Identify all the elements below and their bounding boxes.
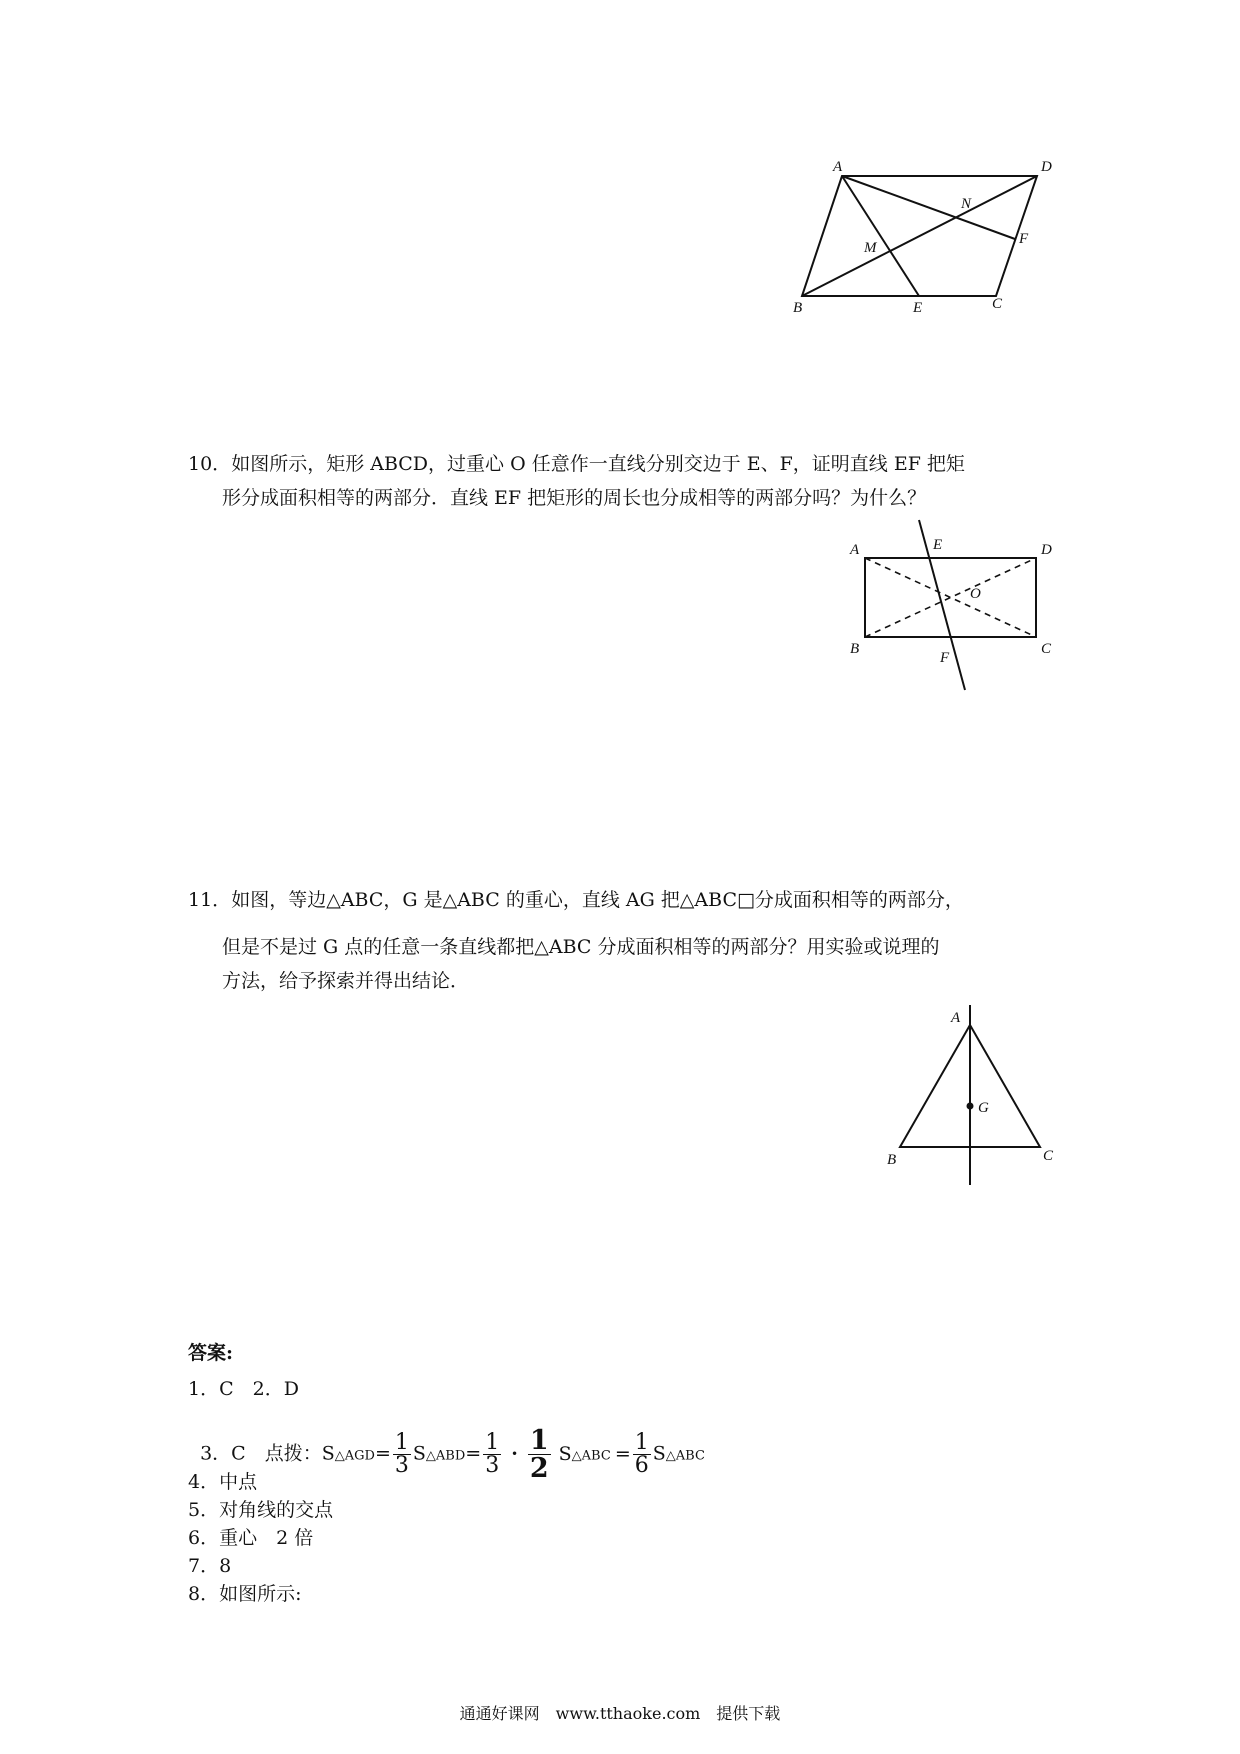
parallelogram-diagram: [785, 155, 1065, 315]
label-d: D: [1041, 159, 1052, 175]
fraction-numerator: 1: [634, 1430, 649, 1455]
answer-6: 6．重心 2 倍: [188, 1527, 314, 1549]
page-footer: 通通好课网 www.tthaoke.com 提供下载: [459, 1704, 781, 1723]
area-symbol: S: [652, 1442, 666, 1465]
fraction-denominator: 2: [529, 1453, 549, 1484]
parallelogram-figure: [785, 155, 1065, 315]
fraction-numerator: 1: [529, 1425, 549, 1456]
area-subscript-abd: △ABD: [425, 1448, 466, 1464]
diagonal-bd: [865, 558, 1036, 637]
label-a: A: [951, 1010, 961, 1026]
question-11-line-3: 方法，给予探索并得出结论．: [222, 970, 470, 992]
segment-ae: [842, 176, 919, 296]
label-d: D: [1041, 542, 1052, 558]
label-c: C: [992, 296, 1003, 312]
area-symbol: S: [412, 1442, 426, 1465]
label-m: M: [864, 240, 877, 256]
question-10-number: 10．: [188, 453, 232, 475]
fraction-one-third: [483, 1432, 501, 1477]
label-f: F: [1019, 231, 1029, 247]
rectangle-abcd: [865, 558, 1036, 637]
label-c: C: [1041, 641, 1052, 657]
label-b: B: [887, 1152, 897, 1168]
multiply-dot: ·: [511, 1442, 518, 1465]
answer-3: [188, 1405, 705, 1482]
fraction-denominator: 6: [634, 1453, 649, 1478]
fraction-numerator: 1: [485, 1430, 500, 1455]
centroid-point: [967, 1103, 974, 1110]
triangle-figure: [880, 1005, 1060, 1205]
fraction-denominator: 3: [394, 1453, 409, 1478]
fraction-one-sixth: [633, 1432, 651, 1477]
area-subscript-agd: △AGD: [334, 1448, 375, 1464]
answer-3-prefix: 3．C 点拨：: [200, 1442, 322, 1465]
rectangle-diagram: [835, 520, 1065, 695]
equals-sign: =: [374, 1442, 391, 1465]
question-11-line-2: 但是不是过 G 点的任意一条直线都把△ABC 分成面积相等的两部分？用实验或说理的: [222, 936, 940, 958]
segment-af: [842, 176, 1015, 239]
label-c: C: [1043, 1148, 1054, 1164]
question-10: [188, 447, 1068, 515]
label-g: G: [978, 1100, 989, 1116]
fraction-one-half: [528, 1427, 551, 1482]
question-10-line-1: 如图所示，矩形 ABCD，过重心 O 任意作一直线分别交边于 E、F，证明直线 EF 把矩: [231, 453, 965, 475]
question-11-line-1: 如图，等边△ABC，G 是△ABC 的重心，直线 AG 把△ABC□分成面积相等的两部分，: [231, 889, 964, 911]
equals-sign: =: [465, 1442, 482, 1465]
answer-7: 7．8: [188, 1555, 232, 1577]
area-subscript-abc: △ABC: [665, 1448, 705, 1464]
label-b: B: [850, 641, 860, 657]
answer-8: 8．如图所示:: [188, 1583, 302, 1605]
answer-4: 4．中点: [188, 1471, 258, 1493]
label-o: O: [970, 586, 981, 602]
label-f: F: [940, 650, 950, 666]
label-a: A: [833, 159, 843, 175]
area-subscript-abc: △ABC: [571, 1448, 611, 1464]
area-symbol: S: [558, 1442, 572, 1465]
triangle-diagram: [880, 1005, 1060, 1205]
fraction-numerator: 1: [394, 1430, 409, 1455]
label-a: A: [850, 542, 860, 558]
label-e: E: [933, 537, 943, 553]
diagonal-ac: [865, 558, 1036, 637]
label-b: B: [793, 300, 803, 316]
label-e: E: [913, 300, 923, 316]
question-11-number: 11．: [188, 889, 232, 911]
area-symbol: S: [321, 1442, 335, 1465]
answer-1-2: 1．C 2．D: [188, 1378, 299, 1400]
label-n: N: [961, 196, 972, 212]
rectangle-figure: [835, 520, 1065, 695]
question-10-line-2: 形分成面积相等的两部分．直线 EF 把矩形的周长也分成相等的两部分吗？为什么？: [222, 487, 927, 509]
answers-title: 答案:: [188, 1342, 234, 1364]
equals-sign: =: [614, 1442, 631, 1465]
fraction-denominator: 3: [485, 1453, 500, 1478]
question-11: [188, 883, 1068, 998]
fraction-one-third: [393, 1432, 411, 1477]
answer-5: 5．对角线的交点: [188, 1499, 334, 1521]
